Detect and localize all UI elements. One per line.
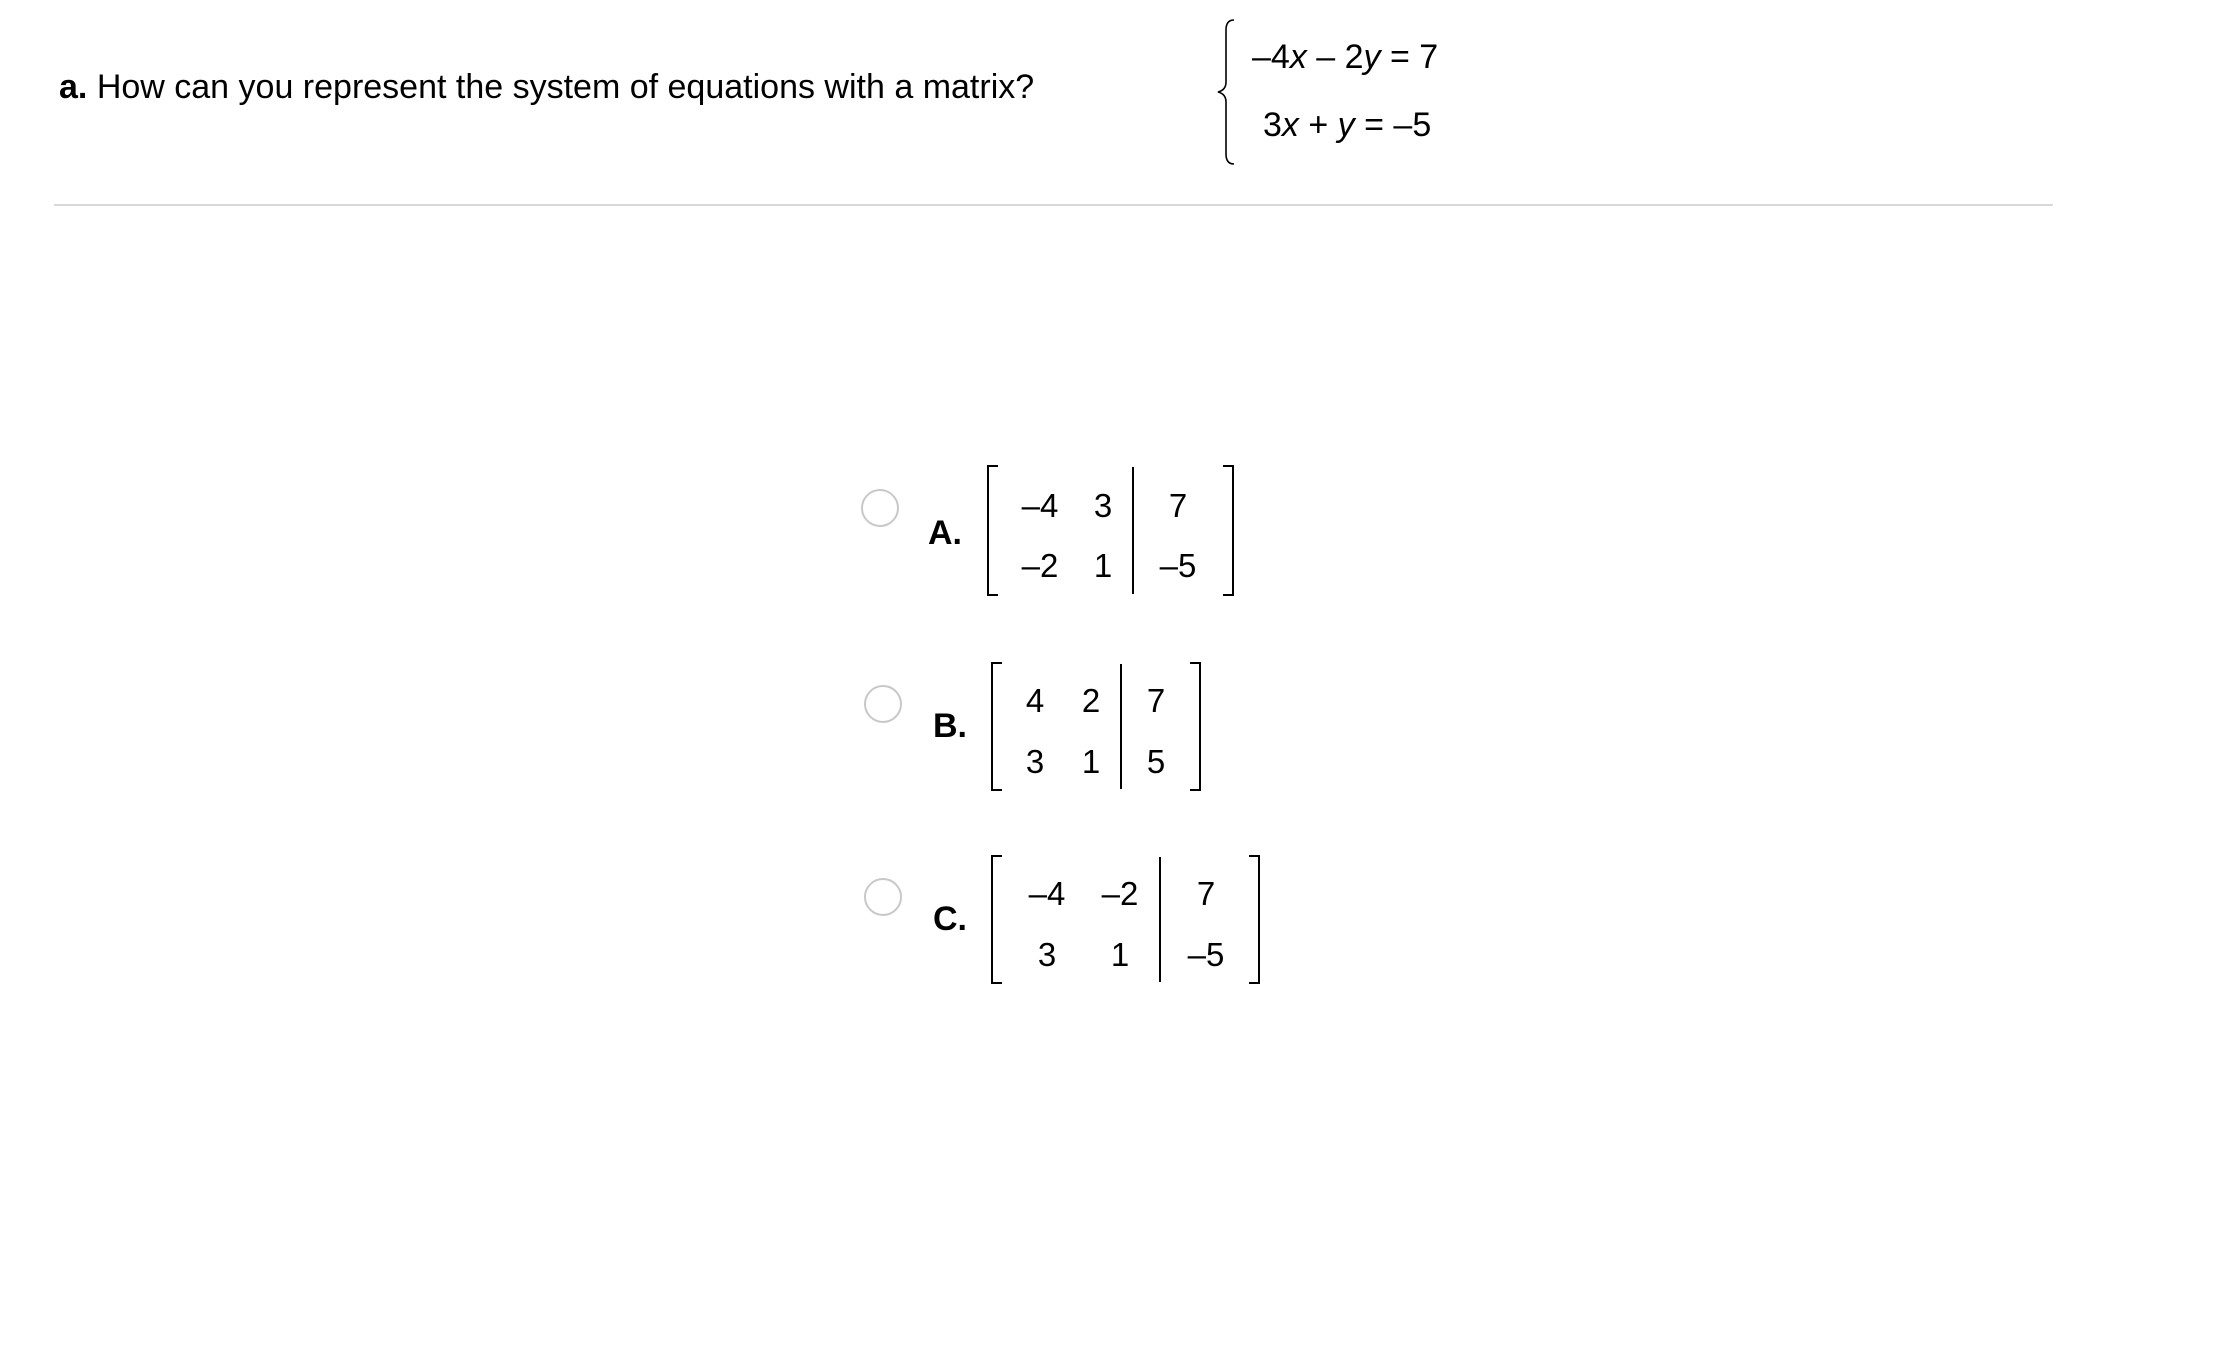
right-bracket [1249,855,1260,984]
matrix-cell: 3 [1093,487,1113,524]
left-bracket [991,855,1002,984]
equation-variable: y [1363,38,1381,76]
matrix-cell: 1 [1110,936,1130,973]
matrix-cell: 2 [1081,682,1101,719]
matrix-cell: 3 [1025,743,1045,780]
left-bracket [991,662,1002,791]
option-label: C. [933,900,967,938]
matrix-cell: 4 [1025,682,1045,719]
equation-variable: y [1337,106,1355,144]
matrix-cell: –5 [1159,547,1197,584]
equation-1 [1252,38,1438,77]
matrix-cell: 5 [1146,743,1166,780]
left-brace-icon [1212,18,1238,166]
matrix-cell: 1 [1093,547,1113,584]
option-label: B. [933,707,967,745]
question-part: a. [59,68,88,106]
augment-separator [1132,467,1134,594]
equation-2 [1263,106,1431,145]
equation-variable: x [1289,38,1307,76]
right-bracket [1190,662,1201,791]
equation-variable: x [1281,106,1299,144]
augment-separator [1159,857,1161,982]
equation-term: 3 [1263,106,1282,144]
matrix-cell: –2 [1021,547,1059,584]
equation-term: = –5 [1354,106,1432,144]
option-label: A. [928,514,962,552]
matrix-cell: –5 [1187,936,1225,973]
divider [54,204,2053,206]
matrix-cell: 7 [1168,487,1188,524]
left-bracket [987,465,998,596]
matrix-cell: –4 [1021,487,1059,524]
radio-option-b[interactable] [864,685,902,723]
matrix-cell: 7 [1196,875,1216,912]
matrix-cell: 3 [1037,936,1057,973]
question-body: How can you represent the system of equations with a matrix? [96,68,1035,106]
radio-option-c[interactable] [864,878,902,916]
equation-term: = 7 [1380,38,1439,76]
matrix-cell: 1 [1081,743,1101,780]
equation-term: – 2 [1306,38,1364,76]
matrix-cell: 7 [1146,682,1166,719]
matrix-cell: –2 [1101,875,1139,912]
right-bracket [1223,465,1234,596]
equation-term: –4 [1252,38,1290,76]
equation-term: + [1298,106,1338,144]
matrix-cell: –4 [1028,875,1066,912]
augment-separator [1120,664,1122,789]
radio-option-a[interactable] [861,489,899,527]
question-text [59,68,1034,107]
